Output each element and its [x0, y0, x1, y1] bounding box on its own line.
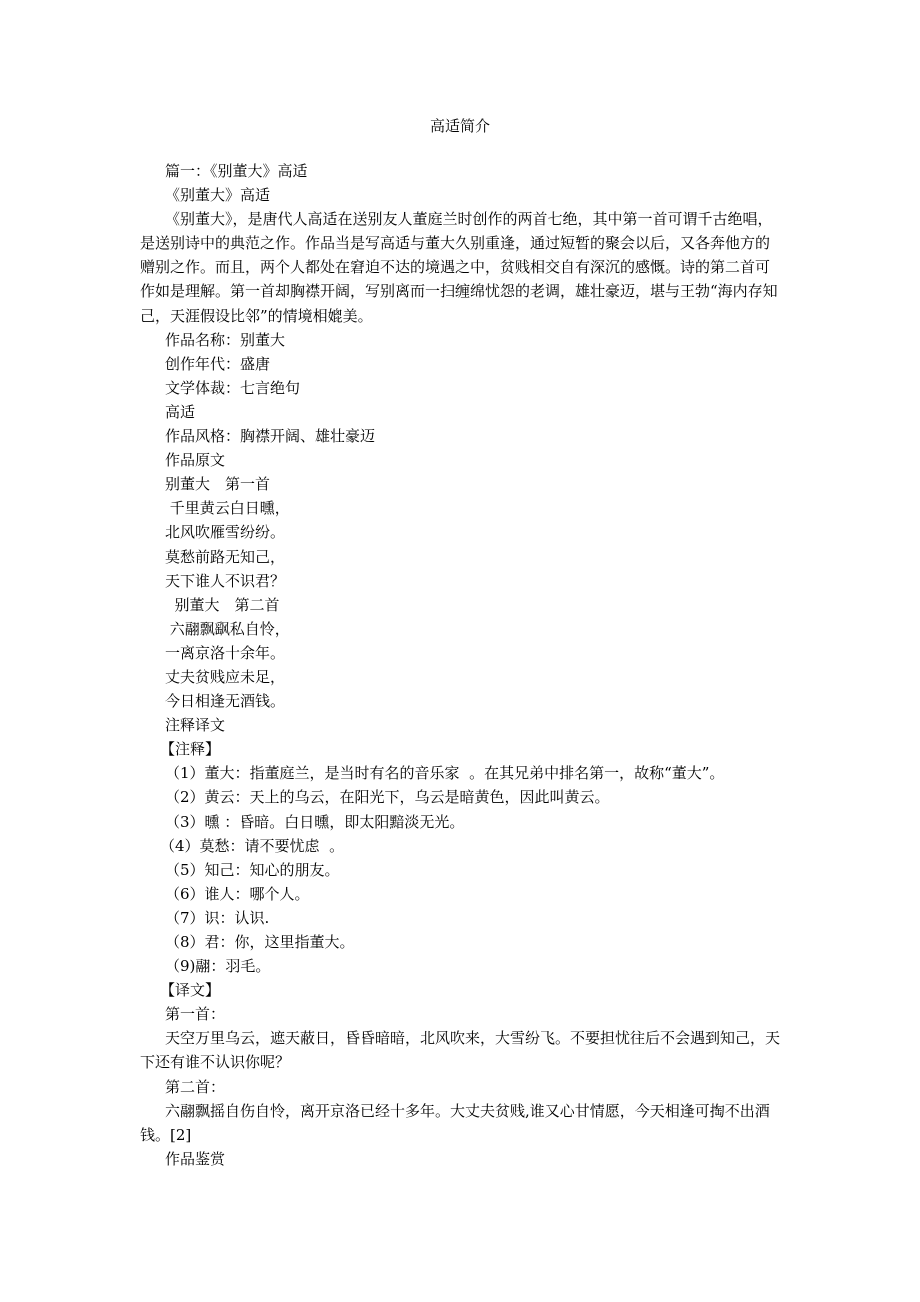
note-item: （4）莫愁：请不要忧虑 。 — [160, 836, 345, 855]
note-item: （9)翮：羽毛。 — [165, 957, 271, 976]
document-title: 高适简介 — [429, 117, 490, 135]
subheading: 作品原文 — [165, 451, 226, 470]
poem-line: 天下谁人不识君？ — [165, 571, 286, 590]
translation-heading: 【译文】 — [160, 981, 221, 1000]
translation-label: 第一首： — [165, 1005, 226, 1024]
poem-line: 一离京洛十余年。 — [165, 643, 286, 662]
subheading: 《别董大》高适 — [165, 186, 271, 205]
note-item: （7）识：认识. — [165, 908, 270, 927]
section-heading: 篇一：《别董大》高适 — [165, 162, 308, 180]
poem-line: 北风吹雁雪纷纷。 — [165, 523, 286, 542]
poem-title: 别董大 第一首 — [165, 475, 271, 494]
notes-heading: 【注释】 — [160, 740, 221, 759]
poem-line: 六翮飘飖私自怜， — [165, 619, 290, 638]
poem-line: 丈夫贫贱应未足， — [165, 667, 286, 686]
poem-line: 千里黄云白日曛， — [165, 499, 290, 518]
info-line: 作品名称：别董大 — [165, 330, 286, 349]
note-item: （8）君：你，这里指董大。 — [165, 933, 355, 951]
info-line: 创作年代：盛唐 — [165, 354, 271, 373]
info-line: 文学体裁：七言绝句 — [165, 378, 301, 397]
note-item: （1）董大：指董庭兰，是当时有名的音乐家 。在其兄弟中排名第一，故称“董大”。 — [165, 764, 725, 783]
note-item: （2）黄云：天上的乌云，在阳光下，乌云是暗黄色，因此叫黄云。 — [165, 788, 610, 807]
subheading: 作品鉴赏 — [165, 1149, 226, 1168]
info-line: 高适 — [165, 402, 196, 421]
poem-title: 别董大 第二首 — [165, 595, 280, 614]
translation-paragraph: 六翮飘摇自伤自怜，离开京洛已经十多年。大丈夫贫贱,谁又心甘情愿，今天相逢可掏不出酒钱。[2] — [140, 1101, 770, 1144]
note-item: （6）谁人：哪个人。 — [165, 884, 310, 903]
poem-line: 今日相逢无酒钱。 — [165, 692, 286, 711]
subheading: 注释译文 — [165, 716, 226, 735]
translation-label: 第二首： — [165, 1077, 226, 1096]
translation-paragraph: 天空万里乌云，遮天蔽日，昏昏暗暗，北风吹来，大雪纷飞。不要担忧往后不会遇到知己，天下还有谁不认识你呢？ — [140, 1029, 781, 1072]
document-body — [140, 159, 784, 1171]
poem-line: 莫愁前路无知己， — [165, 547, 286, 566]
info-line: 作品风格：胸襟开阔、雄壮豪迈 — [165, 427, 376, 446]
intro-paragraph: 《别董大》，是唐代人高适在送别友人董庭兰时创作的两首七绝，其中第一首可谓千古绝唱，是送别诗中的典范之作。作品当是写高适与董大久别重逢，通过短暂的聚会以后，又各奔他方的赠别之作。而且，两个人都处在窘迫不达的境遇之中，贫贱相交自有深沉的感慨。诗的第二首可作如是理解。第一首却胸襟开阔，写别离而一扫缠绵忧怨的老调，雄壮豪迈，堪与王勃“海内存知己，天涯假设比邻”的情境相媲美。 — [140, 210, 778, 325]
note-item: （3）曛 ：昏暗。白日曛，即太阳黯淡无光。 — [165, 812, 465, 831]
note-item: （5）知己：知心的朋友。 — [165, 860, 340, 879]
